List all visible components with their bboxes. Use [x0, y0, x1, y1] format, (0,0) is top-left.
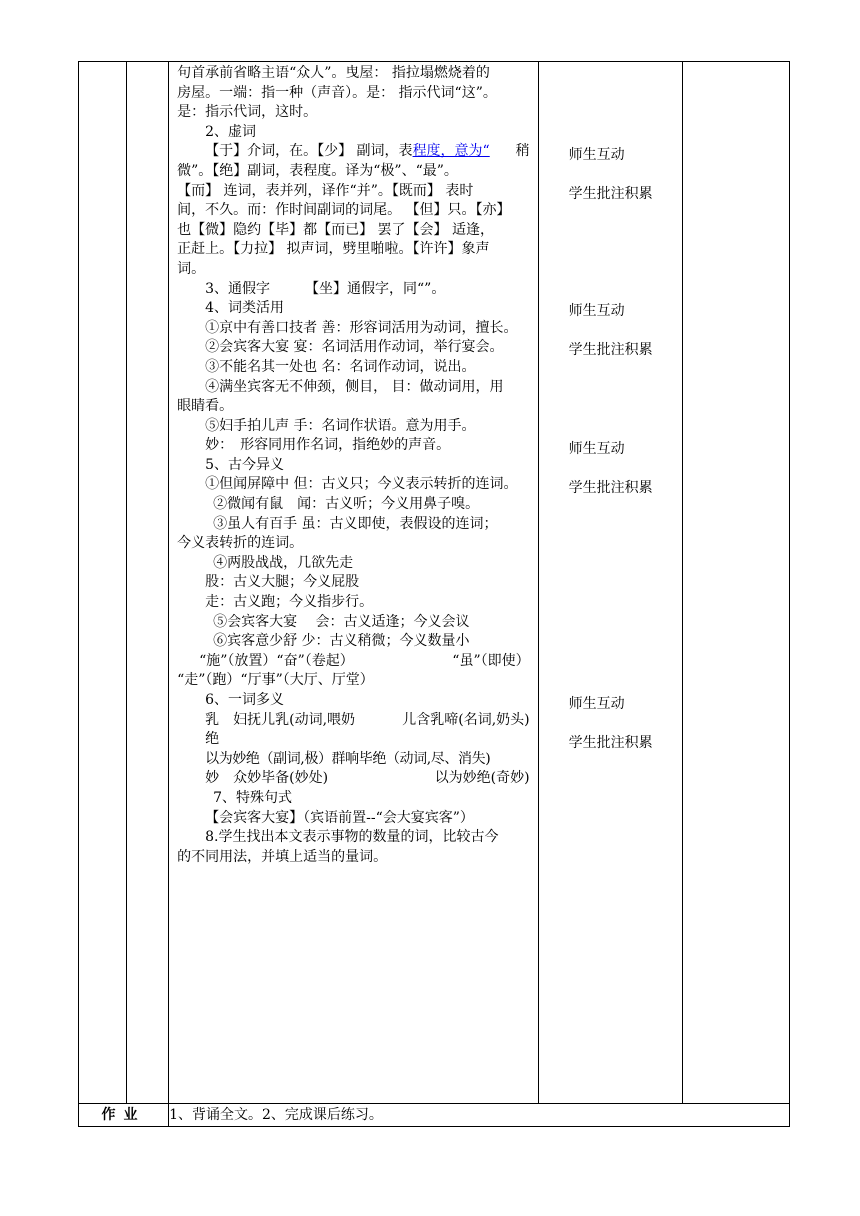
text-line: 【会宾客大宴】（宾语前置--“会大宴宾客”）: [205, 809, 474, 826]
text-line: ①但闻屏障中 但：古义只；今义表示转折的连词。: [205, 476, 518, 493]
text-line: 走：古义跑；今义指步行。: [205, 594, 374, 611]
text-line: 眼睛看。: [177, 398, 234, 415]
text-line: ①京中有善口技者 善：形容词活用为动词，擅长。: [205, 319, 518, 336]
activity-note: 学生批注积累: [568, 735, 653, 751]
text-line: [177, 711, 532, 731]
activity-note: 师生互动: [568, 147, 625, 163]
text-line: 词。: [177, 260, 206, 277]
section-heading: 4、词类活用: [205, 300, 285, 317]
lesson-plan-table: [78, 61, 790, 1127]
text-fragment: “虽”（即使）: [452, 652, 530, 669]
text-line: ②微闻有鼠 闻：古义听；今义用鼻子嗅。: [213, 496, 480, 513]
blank-col-2: [127, 62, 169, 1104]
text-fragment: 稍: [515, 143, 530, 160]
text-line: 句首承前省略主语“众人”。曳屋： 指拉塌燃烧着的: [177, 65, 490, 81]
hyperlink[interactable]: 程度，意为“: [412, 143, 490, 160]
text-line: [177, 769, 532, 789]
text-line: 间，不久。而：作时间副词的词尾。 【但】只。【亦】: [177, 202, 511, 219]
section-heading: 6、一词多义: [205, 692, 285, 708]
text-line: “走”（跑）“厅事”（大厅、厅堂）: [177, 672, 374, 689]
homework-label: 作业: [79, 1104, 169, 1127]
activity-cell: [538, 62, 682, 1104]
text-line: 房屋。一端：指一种（声音）。是： 指示代词“这”。: [177, 84, 497, 101]
text-line: ⑤妇手拍儿声 手：名词作状语。意为用手。: [205, 417, 476, 434]
text-fragment: 以为妙绝(奇妙): [434, 770, 530, 787]
activity-note: 学生批注积累: [568, 342, 653, 358]
section-heading: 7、特殊句式: [213, 789, 293, 806]
text-line: ③不能名其一处也 名：名词作动词，说出。: [205, 358, 476, 375]
text-line: 以为妙绝（副词,极）群响毕绝（动词,尽、消失): [205, 750, 491, 767]
text-fragment: 妙 众妙毕备(妙处): [205, 770, 329, 787]
section-heading: 3、通假字 【坐】通假字，同“”。: [205, 280, 446, 297]
text-line: 妙： 形容同用作名词，指绝妙的声音。: [205, 437, 451, 454]
text-line: 今义表转折的连词。: [177, 535, 304, 552]
text-line: 也【微】隐约【毕】都【而已】 罢了【会】 适逢，: [177, 221, 495, 238]
text-line: [177, 142, 532, 162]
section-heading: 5、古今异义: [205, 456, 285, 473]
text-line: ④满坐宾客无不伸颈，侧目， 目：做动词用，用: [205, 378, 504, 395]
blank-col-5: [682, 62, 789, 1104]
activity-note: 师生互动: [568, 303, 625, 319]
text-line: 8.学生找出本文表示事物的数量的词，比较古今: [205, 829, 499, 846]
homework-text: 1、背诵全文。2、完成课后练习。: [169, 1104, 790, 1127]
text-fragment: 儿含乳啼(名词,奶头): [402, 711, 530, 728]
content-row: [79, 62, 790, 1104]
activity-note: 学生批注积累: [568, 480, 653, 496]
content-cell: [169, 62, 539, 1104]
text-line: [177, 652, 532, 672]
section-heading: 2、虚词: [205, 123, 257, 140]
text-line: ⑥宾客意少舒 少：古义稍微；今义数量小: [213, 633, 470, 650]
text-line: ④两股战战，几欲先走: [213, 554, 354, 571]
homework-row: [79, 1104, 790, 1127]
text-line: 微”。【绝】副词，表程度。译为“极”、“最”。: [177, 162, 458, 179]
text-line: 股：古义大腿；今义屁股: [205, 574, 360, 591]
activity-note: 学生批注积累: [568, 186, 653, 202]
blank-col-1: [79, 62, 127, 1104]
text-line: 是：指示代词，这时。: [177, 104, 318, 121]
text-line: ②会宾客大宴 宴：名词活用作动词，举行宴会。: [205, 339, 504, 356]
text-line: 正赶上。【力拉】 拟声词，劈里啪啦。【许许】象声: [177, 241, 490, 258]
text-line: 【而】 连词，表并列，译作“并”。【既而】 表时: [177, 182, 474, 199]
activity-note: 师生互动: [568, 441, 625, 457]
text-line: ③虽人有百手 虽：古义即使，表假设的连词；: [213, 515, 498, 532]
text-line: 绝: [205, 731, 220, 748]
activity-note: 师生互动: [568, 696, 625, 712]
text-line: 的不同用法，并填上适当的量词。: [177, 848, 388, 865]
text-fragment: 乳 妇抚儿乳(动词,喂奶: [205, 711, 356, 728]
text-fragment: 【于】介词，在。【少】 副词，表: [205, 143, 413, 160]
text-line: ⑤会宾客大宴 会：古义适逢；今义会议: [213, 613, 470, 630]
text-fragment: “施”（放置）“奋”（卷起）: [199, 652, 354, 669]
